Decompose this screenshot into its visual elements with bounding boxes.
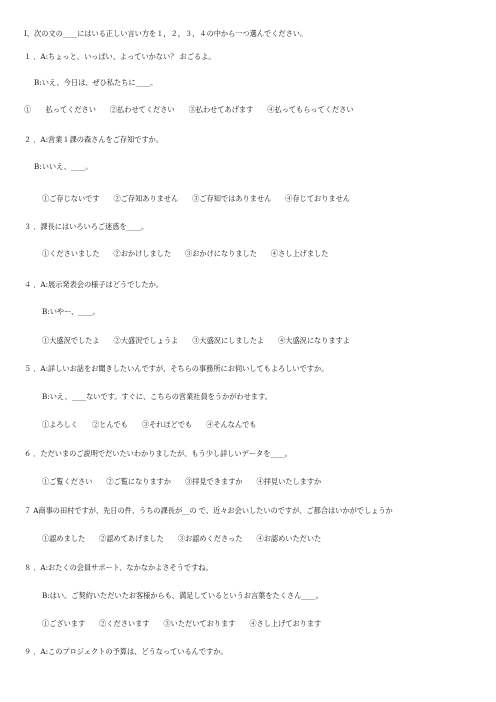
- q1-option-2[interactable]: ②払わせてください: [109, 105, 175, 114]
- q2-option-4[interactable]: ④存じておりません: [285, 194, 350, 203]
- question-1-options: [24, 106, 354, 115]
- q5-option-4[interactable]: ④そんなんでも: [206, 420, 257, 429]
- question-1-a: １ ．A:ちょっと、いっぱい、よっていかない？ おごるよ。: [24, 52, 216, 61]
- question-6-a: ６ ．ただいまのご説明でだいたいわかりましたが、もう少し詳しいデータを____。: [24, 449, 292, 458]
- q5-option-2[interactable]: ②とんでも: [91, 420, 128, 429]
- question-9-a: ９ ．A:このプロジェクトの予算は、どうなっているんですか。: [24, 647, 228, 656]
- q3-option-3[interactable]: ③おかけになりました: [185, 249, 257, 258]
- question-8-a-text: A:おたくの会員サポート、なかなかよさそうですね。: [40, 563, 213, 572]
- question-7-a-text: A商事の田村ですが、先日の件、うちの課長が__の で、近々お会いしたいのですが、ご都合はいかがでしょうか: [33, 506, 393, 515]
- question-1-number: １: [24, 52, 32, 61]
- q6-option-4[interactable]: ④拝見いたしますか: [256, 477, 322, 486]
- q1-option-4[interactable]: ④払ってもらってください: [267, 105, 354, 114]
- q1-option-3[interactable]: ③払わせてあげます: [188, 105, 254, 114]
- question-5-options: [42, 421, 257, 430]
- question-8-number: ８: [24, 563, 32, 572]
- question-5-number: ５: [24, 364, 32, 373]
- q8-option-4[interactable]: ④さし上げております: [249, 619, 322, 628]
- question-3-a: ３ ．課長にはいろいろご迷惑を____。: [24, 222, 149, 231]
- q3-option-1[interactable]: ①くださいました: [42, 249, 100, 258]
- q7-option-2[interactable]: ②認めてあげました: [99, 534, 164, 543]
- question-7-number: ７: [24, 506, 32, 515]
- question-4-a: ４ ．A:展示発表会の様子はどうでしたか。: [24, 280, 164, 289]
- question-3-number: ３: [24, 222, 32, 231]
- question-1-b: B:いえ、今日は、ぜひ私たちに____。: [34, 78, 158, 87]
- q8-option-3[interactable]: ③いただいております: [163, 619, 236, 628]
- q6-option-1[interactable]: ①ご覧ください: [42, 477, 93, 486]
- question-7-a: [24, 507, 393, 516]
- question-1-a-text: A:ちょっと、いっぱい、よっていかない？ おごるよ。: [40, 52, 216, 61]
- q4-option-1[interactable]: ①大盛況でしたよ: [42, 336, 100, 345]
- question-2-number: ２: [24, 135, 32, 144]
- question-5-b: B:いえ、____ないです。すぐに、こちらの営業社員をうかがわせます。: [42, 392, 272, 401]
- q6-option-3[interactable]: ③拝見できますか: [185, 477, 243, 486]
- q6-option-2[interactable]: ②ご覧になりますか: [106, 477, 172, 486]
- q3-option-2[interactable]: ②おかけしました: [113, 249, 172, 258]
- q4-option-2[interactable]: ②大盛況でしょうよ: [113, 336, 179, 345]
- question-6-a-text: ただいまのご説明でだいたいわかりましたが、もう少し詳しいデータを____。: [40, 449, 292, 458]
- question-3-options: [42, 250, 328, 259]
- question-8-options: [42, 620, 321, 629]
- question-5-a: ５ ．A:詳しいお話をお聞きしたいんですが、そちらの事務所にお伺いしてもよろしいですか。: [24, 364, 329, 373]
- q7-option-4[interactable]: ④お認めいただいた: [256, 534, 322, 543]
- q5-option-3[interactable]: ③それほどでも: [141, 420, 193, 429]
- question-9-a-text: A:このプロジェクトの予算は、どうなっているんですか。: [40, 647, 228, 656]
- question-9-number: ９: [24, 647, 32, 656]
- q7-option-1[interactable]: ①認めました: [42, 534, 86, 543]
- q1-option-1[interactable]: ① 払ってください: [24, 105, 96, 114]
- question-7-options: [42, 535, 321, 544]
- question-4-number: ４: [24, 280, 32, 289]
- question-4-options: [42, 337, 350, 346]
- q2-option-1[interactable]: ①ご存じないです: [42, 194, 100, 203]
- question-6-number: ６: [24, 449, 32, 458]
- question-3-a-text: 課長にはいろいろご迷惑を____。: [40, 222, 149, 231]
- question-2-options: [42, 195, 350, 204]
- question-4-b: B:いやー、____。: [42, 307, 100, 316]
- question-2-a: ２ ．A:営業１課の森さんをご存知ですか。: [24, 135, 164, 144]
- q4-option-3[interactable]: ③大盛況にしましたよ: [192, 336, 265, 345]
- question-8-a: ８ ．A:おたくの会員サポート、なかなかよさそうですね。: [24, 563, 213, 572]
- question-2-a-text: A:営業１課の森さんをご存知ですか。: [40, 135, 164, 144]
- q4-option-4[interactable]: ④大盛況になりますよ: [278, 336, 350, 345]
- q7-option-3[interactable]: ③お認めくださった: [177, 534, 243, 543]
- q8-option-2[interactable]: ②くださいます: [99, 619, 150, 628]
- q2-option-2[interactable]: ②ご存知ありません: [113, 194, 179, 203]
- q3-option-4[interactable]: ④さし上げました: [270, 249, 329, 258]
- question-6-options: [42, 478, 321, 487]
- question-4-a-text: A:展示発表会の様子はどうでしたか。: [40, 280, 164, 289]
- instruction: Ⅰ、次の文の____にはいる正しい言い方を１，２，３，４の中から一つ選んでください。: [24, 29, 308, 38]
- question-8-b: B:はい。ご契約いただいたお客様からも、満足しているというお言葉をたくさん____。: [42, 591, 323, 600]
- q2-option-3[interactable]: ③ご存知ではありません: [192, 194, 272, 203]
- question-2-b: B:いいえ、____。: [34, 162, 93, 171]
- q5-option-1[interactable]: ①よろしく: [42, 420, 78, 429]
- question-5-a-text: A:詳しいお話をお聞きしたいんですが、そちらの事務所にお伺いしてもよろしいですか。: [40, 364, 329, 373]
- q8-option-1[interactable]: ①ございます: [42, 619, 86, 628]
